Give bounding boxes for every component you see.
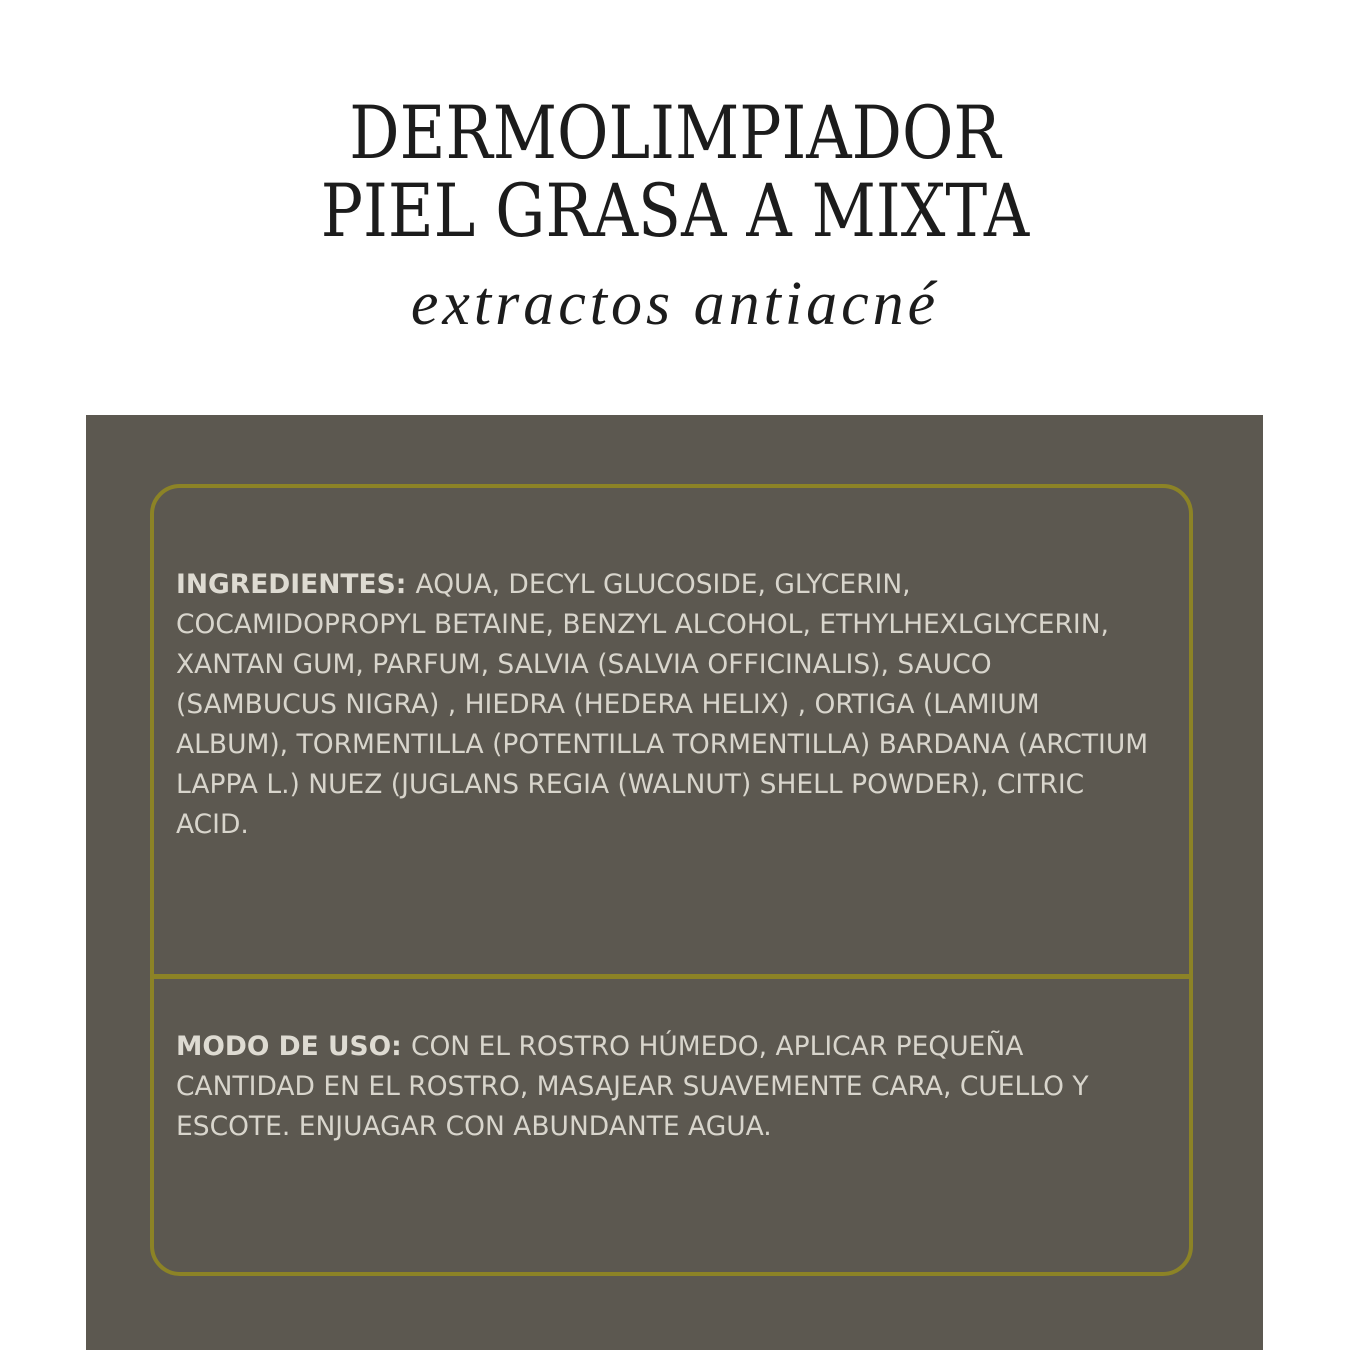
- usage-section: [176, 1027, 1156, 1147]
- label-panel: [86, 415, 1263, 1350]
- product-subtitle: extractos antiacné: [410, 270, 940, 338]
- ingredients-section: [176, 565, 1156, 845]
- usage-heading: MODO DE USO:: [176, 1031, 411, 1062]
- title-block: [0, 91, 1350, 338]
- usage-text: CON EL ROSTRO HÚMEDO, APLICAR PEQUEÑA CANTIDAD EN EL ROSTRO, MASAJEAR SUAVEMENTE CARA, CUELLO Y ESCOTE. ENJUAGAR CON ABUNDANTE AGUA.: [176, 1031, 1089, 1142]
- section-divider: [150, 974, 1193, 979]
- ingredients-heading: INGREDIENTES:: [176, 569, 416, 600]
- product-title-line-2: PIEL GRASA A MIXTA: [320, 169, 1030, 254]
- product-title-line-1: DERMOLIMPIADOR: [349, 91, 1001, 176]
- ingredients-text: AQUA, DECYL GLUCOSIDE, GLYCERIN, COCAMIDOPROPYL BETAINE, BENZYL ALCOHOL, ETHYLHEXLGLYCERIN, XANTAN GUM, PARFUM, SALVIA (SALVIA OFFICINALIS), SAUCO (SAMBUCUS NIGRA) , HIEDRA (HEDERA HELIX) , ORTIGA (LAMIUM ALBUM), TORMENTILLA (POTENTILLA TORMENTILLA) BARDANA (ARCTIUM LAPPA L.) NUEZ (JUGLANS REGIA (WALNUT) SHELL POWDER), CITRIC ACID.: [176, 569, 1149, 840]
